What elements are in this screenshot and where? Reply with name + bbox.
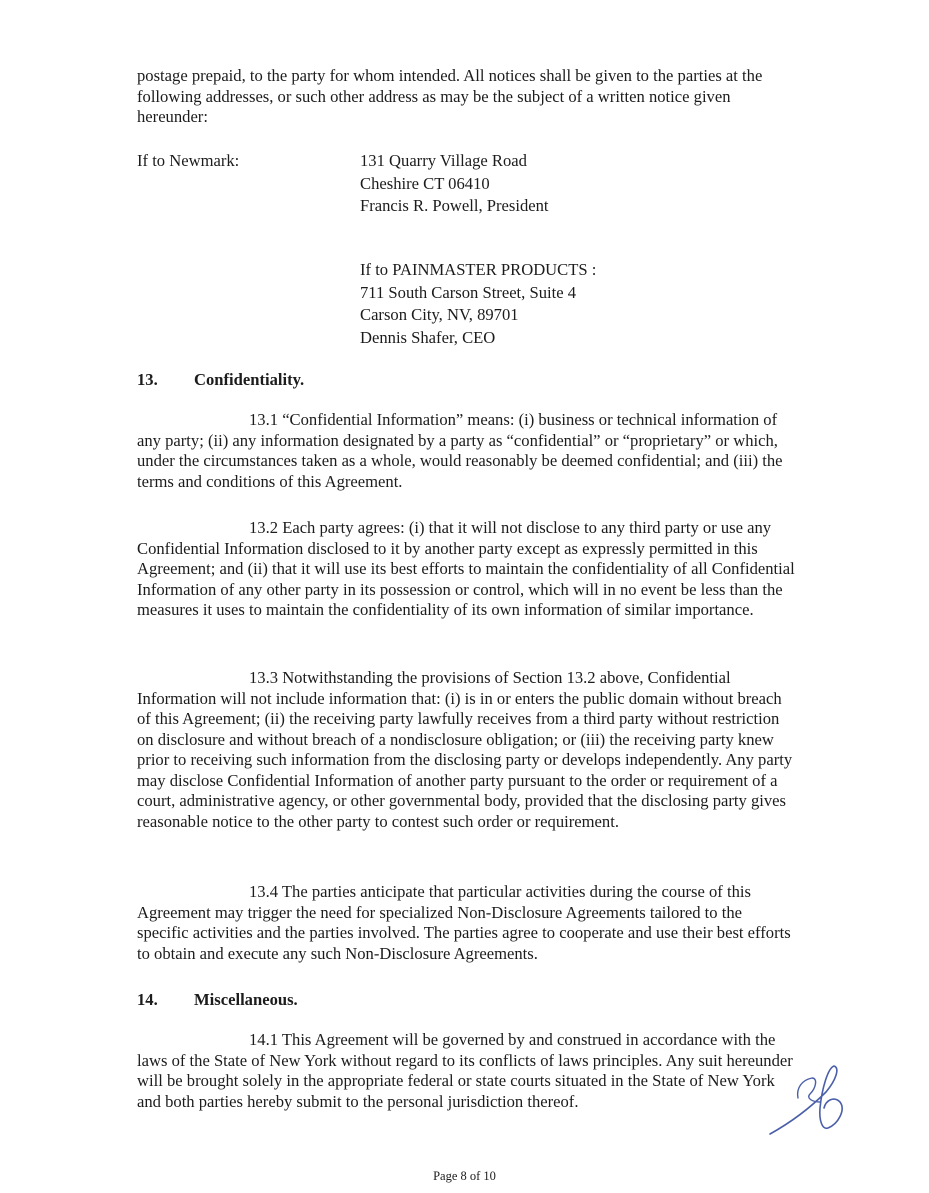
section-title: Confidentiality.: [194, 370, 305, 389]
address-line: 131 Quarry Village Road: [360, 151, 527, 170]
section-number: 14.: [137, 990, 158, 1009]
page-number-footer: Page 8 of 10: [433, 1169, 496, 1183]
address-line: If to PAINMASTER PRODUCTS :: [360, 260, 597, 279]
address-line: 711 South Carson Street, Suite 4: [360, 282, 577, 302]
paragraph-13-3: 13.3 Notwithstanding the provisions of Section 13.2 above, Confidential Information will not include information that: (i) is in or enters the public domain without breach of this Agreement; (ii) the receiving party lawfully receives from a third party without restriction on disclosure and without breach of a nondisclosure obligation; or (iii) the receiving party knew prior to receiving such information from the disclosing party or develops independently. Any party may disclose Confidential Information of another party pursuant to the order or requirement of a court, administrative agency, or other governmental body, provided that the disclosing party gives reasonable notice to the other party to contest such order or requirement.: [137, 668, 793, 831]
paragraph-14-1: 14.1 This Agreement will be governed by and construed in accordance with the laws of the State of New York without regard to its conflicts of laws principles. Any suit hereunder will be brought solely in the appropriate federal or state courts situated in the State of New York and both parties hereby submit to the personal jurisdiction thereof.: [137, 1030, 793, 1111]
intro-paragraph: postage prepaid, to the party for whom intended. All notices shall be given to the parties at the following addresses, or such other address as may be the subject of a written notice given hereunder:: [137, 66, 763, 126]
section-title: Miscellaneous.: [194, 990, 298, 1009]
newmark-label: If to Newmark:: [137, 151, 240, 170]
paragraph-13-1: 13.1 “Confidential Information” means: (i) business or technical information of any party; (ii) any information designated by a party as “confidential” or “proprietary” or which, under the circumstances taken as a whole, would reasonably be deemed confidential; and (iii) the terms and conditions of this Agreement.: [137, 410, 783, 491]
section-14-heading: [137, 989, 298, 1011]
address-line: Dennis Shafer, CEO: [360, 327, 496, 347]
address-line: Cheshire CT 06410: [360, 173, 490, 193]
address-line: Carson City, NV, 89701: [360, 305, 519, 324]
painmaster-address: [360, 259, 596, 349]
section-13-heading: [137, 369, 304, 391]
newmark-address: [360, 150, 549, 218]
handwritten-initials: [768, 1058, 848, 1138]
paragraph-13-4: 13.4 The parties anticipate that particular activities during the course of this Agreement may trigger the need for specialized Non-Disclosure Agreements tailored to the specific activities and the parties involved. The parties agree to cooperate and use their best efforts to obtain and execute any such Non-Disclosure Agreements.: [137, 882, 791, 963]
section-number: 13.: [137, 370, 158, 389]
address-line: Francis R. Powell, President: [360, 196, 549, 215]
paragraph-13-2: 13.2 Each party agrees: (i) that it will not disclose to any third party or use any Confidential Information disclosed to it by another party except as expressly permitted in this Agreement; and (ii) that it will use its best efforts to maintain the confidentiality of all Confidential Information of any other party in its possession or control, which will in no event be less than the measures it uses to maintain the confidentiality of its own information of similar importance.: [137, 518, 795, 619]
